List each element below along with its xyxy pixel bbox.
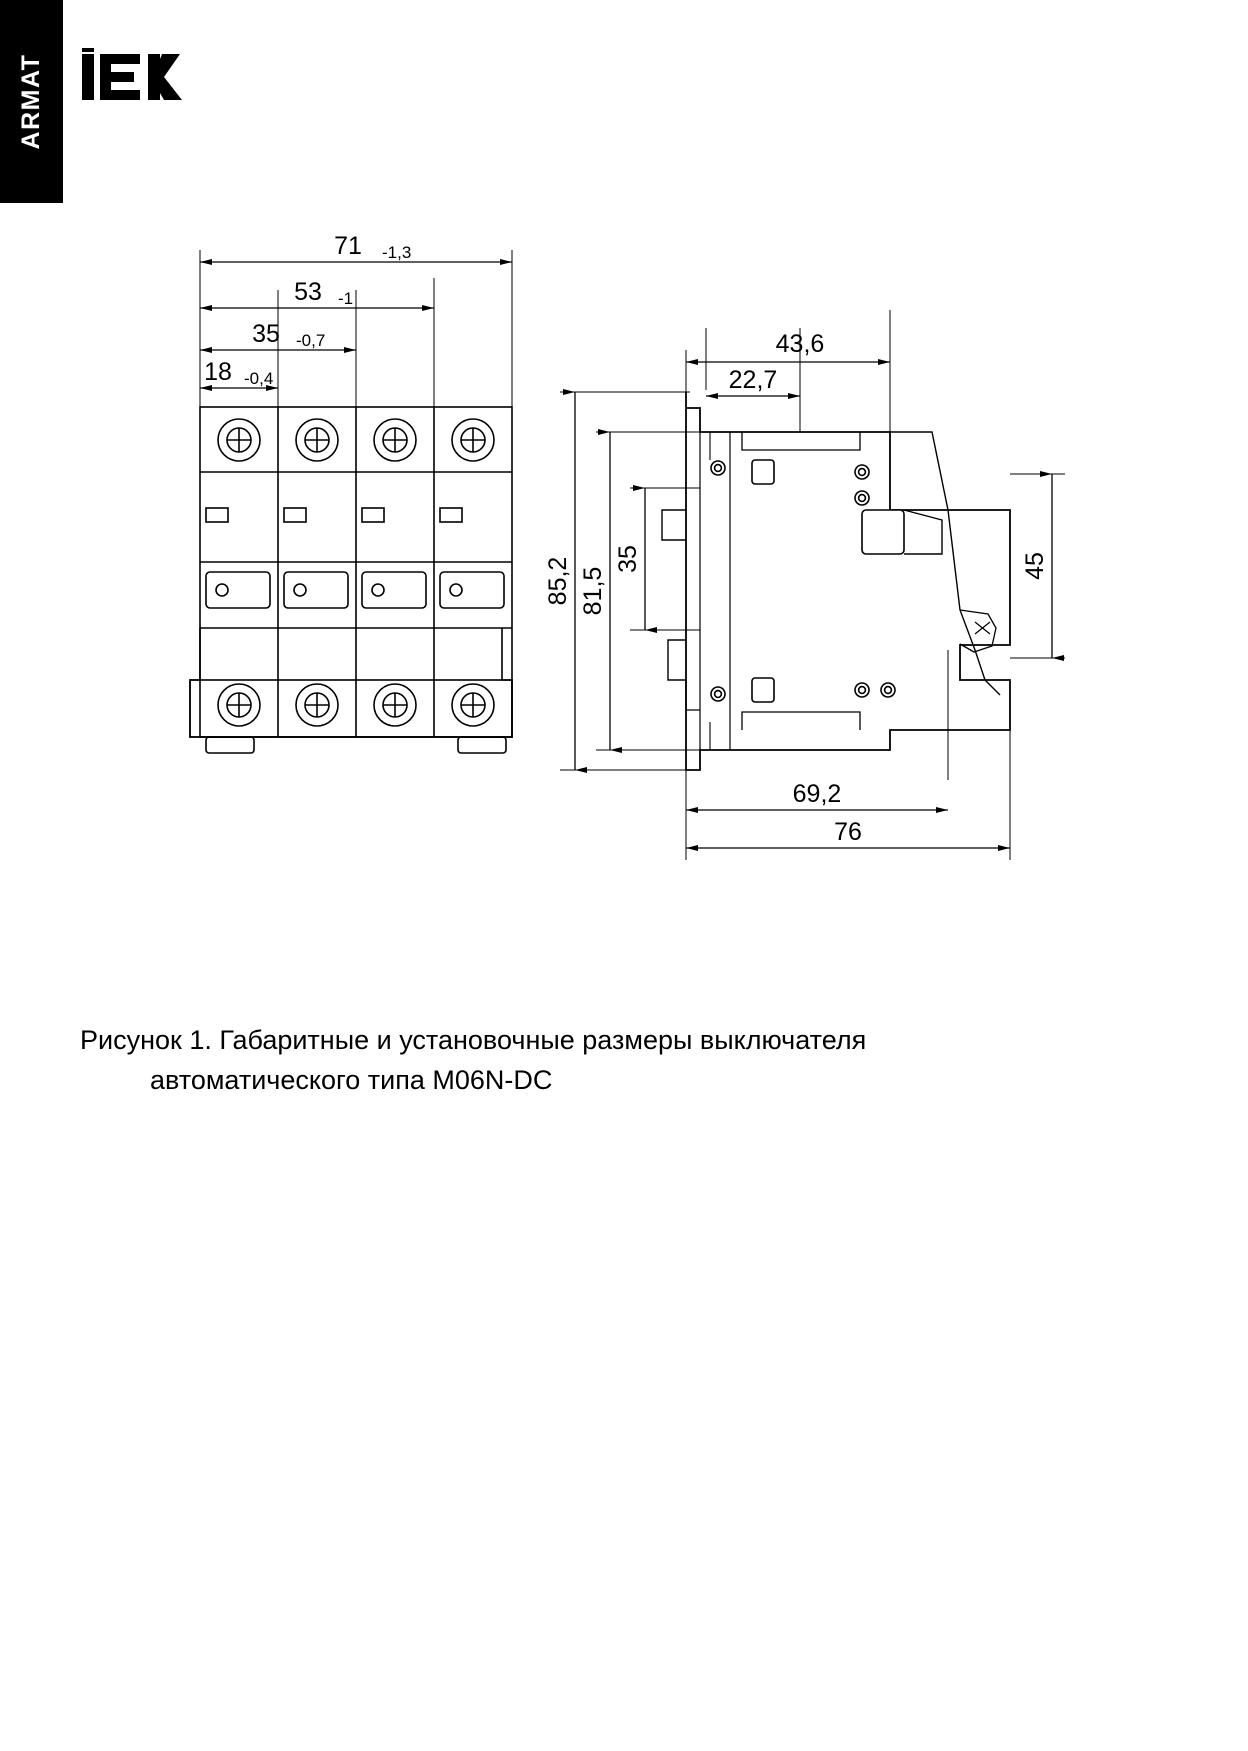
dim-69-2-value: 69,2 [792, 780, 842, 808]
dim-81-5-value: 81,5 [579, 566, 607, 616]
dim-85-2-value: 85,2 [544, 556, 572, 606]
iek-logo [80, 48, 200, 110]
dim-22-7-value: 22,7 [728, 366, 778, 394]
dim-18-value: 18 [204, 358, 232, 386]
dim-45-value: 45 [1021, 552, 1049, 580]
dim-71-value: 71 [334, 232, 362, 260]
dim-76-value: 76 [834, 818, 862, 846]
dim-43-6-value: 43,6 [775, 330, 825, 358]
side-view-body [662, 392, 1010, 770]
dim-53-value: 53 [294, 278, 322, 306]
dim-71-tolerance: -1,3 [382, 243, 412, 262]
dim-35-side-value: 35 [614, 545, 642, 573]
technical-drawing [0, 210, 1248, 910]
figure-caption-line-2: автоматического типа M06N-DC [150, 1065, 553, 1095]
figure-caption [80, 1020, 1080, 1100]
dim-53-tolerance: -1 [338, 289, 354, 308]
dim-35-value: 35 [252, 320, 280, 348]
drawing-canvas [0, 210, 1248, 910]
brand-corner-tab [0, 0, 63, 203]
figure-caption-line-1: Рисунок 1. Габаритные и установочные размеры выключателя [80, 1025, 867, 1055]
brand-tab-label: ARMAT [17, 53, 45, 150]
dim-18-tolerance: -0,4 [244, 369, 274, 388]
dim-35-tolerance: -0,7 [296, 331, 326, 350]
iek-logo-icon [80, 48, 200, 110]
